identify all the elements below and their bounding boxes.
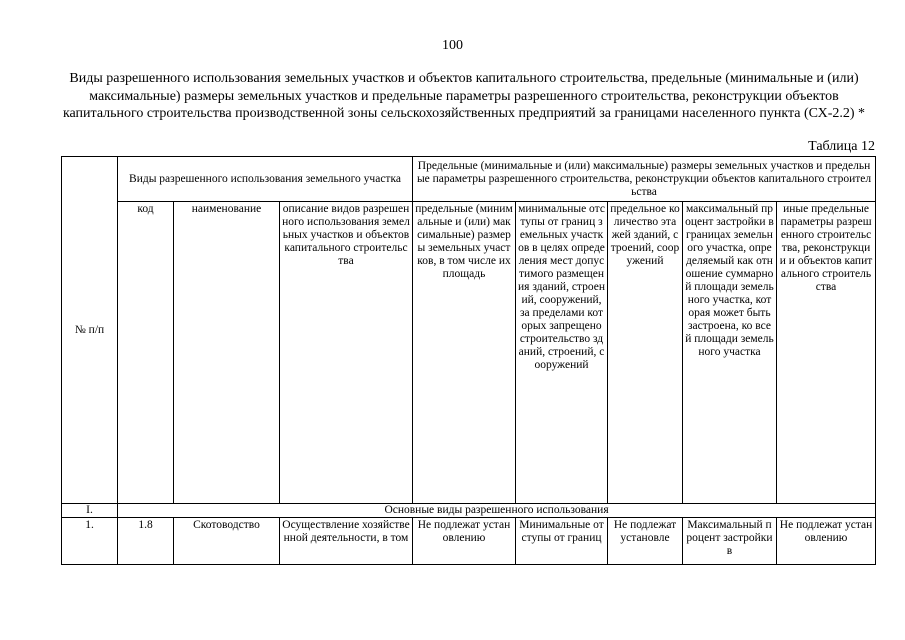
header-floors: предельное количество этажей зданий, строений, сооружений — [608, 202, 683, 504]
header-other: иные предельные параметры разрешенного строительства, реконструкции и объектов капитального строительства — [777, 202, 876, 504]
row-setbacks: Минимальные отступы от границ — [516, 518, 608, 565]
header-row-1 — [62, 157, 876, 202]
header-group-uses: Виды разрешенного использования земельного участка — [118, 157, 413, 202]
header-group-limits: Предельные (минимальные и (или) максимальные) размеры земельных участков и предельные параметры разрешенного строительства, реконструкции объектов капитального строительства — [413, 157, 876, 202]
row-description: Осуществление хозяйственной деятельности, в том — [280, 518, 413, 565]
header-row-2 — [62, 202, 876, 504]
section-row — [62, 504, 876, 518]
table-label: Таблица 12 — [808, 139, 875, 154]
header-description: описание видов разрешенного использования земельных участков и объектов капитального строительства — [280, 202, 413, 504]
row-floors: Не подлежат установле — [608, 518, 683, 565]
row-sizes: Не подлежат установлению — [413, 518, 516, 565]
regulations-table — [61, 156, 876, 565]
header-sizes: предельные (минимальные и (или) максимальные) размеры земельных участков, в том числе их площадь — [413, 202, 516, 504]
section-num: I. — [62, 504, 118, 518]
header-num: № п/п — [62, 157, 118, 504]
page-number: 100 — [442, 38, 463, 53]
header-setbacks: минимальные отступы от границ земельных участков в целях определения мест допустимого размещения зданий, строений, сооружений, за пределами которых запрещено строительство зданий, строений, сооружений — [516, 202, 608, 504]
header-name: наименование — [174, 202, 280, 504]
section-label: Основные виды разрешенного использования — [118, 504, 876, 518]
header-coverage: максимальный процент застройки в границах земельного участка, определяемый как отношение суммарной площади земельного участка, которая может быть застроена, ко всей площади земельного участка — [683, 202, 777, 504]
row-num: 1. — [62, 518, 118, 565]
document-title: Виды разрешенного использования земельных участков и объектов капитального строительства, предельные (минимальные и (или) максимальные) размеры земельных участков и предельные параметры разрешенного строительства, реконструкции объектов капитального строительства производственной зоны сельскохозяйственных предприятий за границами населенного пункта (СХ-2.2) * — [62, 71, 866, 121]
header-code: код — [118, 202, 174, 504]
table-row — [62, 518, 876, 565]
row-coverage: Максимальный процент застройки в — [683, 518, 777, 565]
row-name: Скотоводство — [174, 518, 280, 565]
row-code: 1.8 — [118, 518, 174, 565]
row-other: Не подлежат установлению — [777, 518, 876, 565]
